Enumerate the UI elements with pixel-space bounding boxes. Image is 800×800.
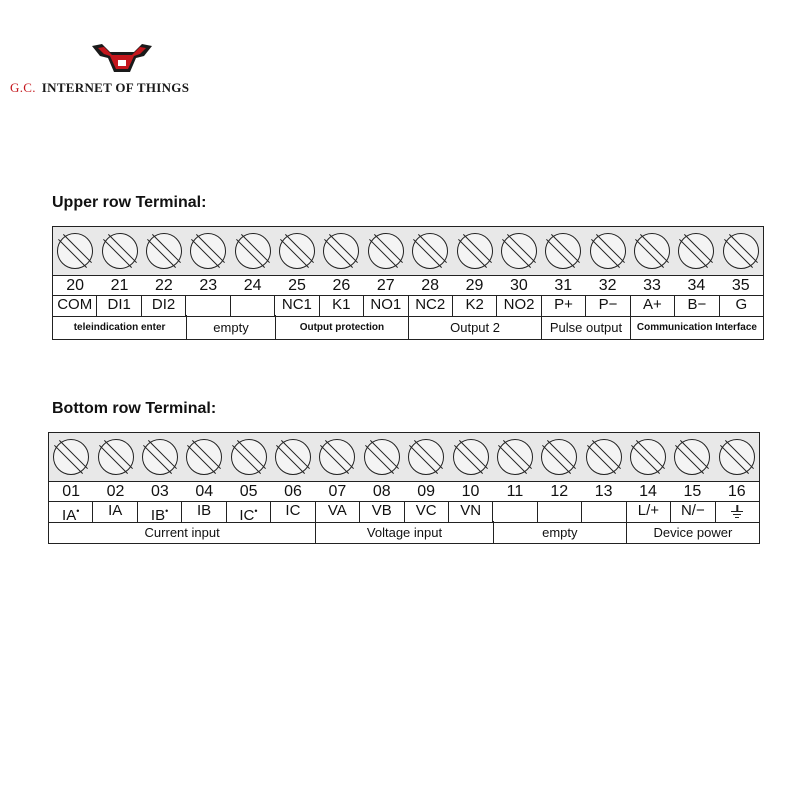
terminal-label [537, 502, 581, 522]
terminal-number: 34 [687, 277, 706, 294]
terminal-cell [227, 433, 271, 481]
terminal-number: 22 [155, 277, 173, 294]
screw-terminal-icon [457, 233, 493, 269]
terminal-number: 02 [106, 483, 125, 500]
terminal-number: 24 [243, 277, 262, 294]
screw-terminal-icon [368, 233, 404, 269]
screw-terminal-icon [190, 233, 226, 269]
upper-terminal-labels [53, 295, 763, 317]
terminal-cell [493, 433, 537, 481]
terminal-number: 35 [731, 277, 750, 294]
terminal-label: VB [359, 502, 403, 522]
terminal-label: IB [181, 502, 225, 522]
terminal-cell [271, 433, 315, 481]
upper-terminal-groups [53, 315, 763, 339]
terminal-label: IC• [226, 502, 270, 522]
terminal-number: 21 [110, 277, 129, 294]
terminal-number: 26 [332, 277, 351, 294]
screw-terminal-icon [719, 439, 755, 475]
screw-terminal-icon [319, 439, 355, 475]
terminal-label: IA• [62, 506, 80, 522]
bottom-screw-strip [49, 433, 759, 482]
screw-terminal-icon [98, 439, 134, 475]
terminal-cell [138, 433, 182, 481]
terminal-group-label: Pulse output [541, 315, 630, 339]
upper-terminal-numbers [53, 277, 763, 295]
terminal-label [581, 502, 625, 522]
terminal-number: 15 [683, 483, 702, 500]
terminal-group-label: Current input [144, 524, 220, 540]
terminal-label: VC [404, 502, 448, 522]
terminal-cell [670, 433, 714, 481]
terminal-cell [142, 227, 186, 275]
terminal-number: 07 [328, 483, 347, 500]
terminal-label: NO2 [496, 296, 540, 316]
terminal-number: 31 [554, 277, 573, 294]
terminal-number: 27 [376, 277, 395, 294]
terminal-label: NC2 [408, 296, 452, 316]
terminal-label: IB• [137, 502, 181, 522]
screw-terminal-icon [586, 439, 622, 475]
terminal-label: IC [270, 502, 314, 522]
screw-terminal-icon [279, 233, 315, 269]
terminal-label: P+ [541, 296, 585, 316]
terminal-label: DI1 [96, 296, 140, 316]
screw-terminal-icon [630, 439, 666, 475]
screw-terminal-icon [723, 233, 759, 269]
screw-terminal-icon [275, 439, 311, 475]
terminal-label: DI2 [141, 296, 185, 316]
screw-terminal-icon [501, 233, 537, 269]
screw-terminal-icon [323, 233, 359, 269]
terminal-label [492, 502, 536, 522]
upper-screw-strip [53, 227, 763, 276]
brand-text [10, 80, 189, 96]
bottom-terminal-groups [49, 521, 759, 543]
terminal-number: 09 [417, 483, 436, 500]
terminal-number: 30 [510, 277, 528, 294]
terminal-cell [49, 433, 93, 481]
terminal-cell [97, 227, 141, 275]
terminal-label: VA [315, 502, 359, 522]
screw-terminal-icon [408, 439, 444, 475]
terminal-number: 29 [465, 277, 484, 294]
screw-terminal-icon [186, 439, 222, 475]
screw-terminal-icon [53, 439, 89, 475]
screw-terminal-icon [146, 233, 182, 269]
terminal-number: 01 [62, 483, 81, 500]
brand-logo [10, 42, 230, 98]
terminal-group-label: Output protection [275, 315, 408, 339]
terminal-label: VN [448, 502, 492, 522]
terminal-label: G [719, 296, 763, 316]
terminal-label: K2 [452, 296, 496, 316]
terminal-number: 32 [598, 277, 617, 294]
terminal-number: 25 [288, 277, 306, 294]
terminal-cell [497, 227, 541, 275]
terminal-cell [93, 433, 137, 481]
terminal-label [230, 296, 274, 316]
screw-terminal-icon [142, 439, 178, 475]
screw-terminal-icon [590, 233, 626, 269]
screw-terminal-icon [541, 439, 577, 475]
terminal-cell [275, 227, 319, 275]
brand-name: INTERNET OF THINGS [41, 80, 190, 95]
terminal-cell [53, 227, 97, 275]
terminal-label: P− [585, 296, 629, 316]
terminal-cell [319, 227, 363, 275]
terminal-number: 12 [550, 483, 569, 500]
terminal-cell [715, 433, 759, 481]
screw-terminal-icon [678, 233, 714, 269]
terminal-number: 33 [643, 277, 661, 294]
screw-terminal-icon [545, 233, 581, 269]
terminal-cell [719, 227, 763, 275]
terminal-cell [360, 433, 404, 481]
screw-terminal-icon [364, 439, 400, 475]
bottom-terminal-numbers [49, 483, 759, 501]
screw-terminal-icon [231, 439, 267, 475]
terminal-number: 13 [594, 483, 613, 500]
terminal-label: NC1 [274, 296, 318, 316]
terminal-label: NO1 [363, 296, 407, 316]
terminal-number: 11 [506, 483, 524, 500]
terminal-cell [364, 227, 408, 275]
terminal-cell [448, 433, 492, 481]
terminal-cell [452, 227, 496, 275]
terminal-cell [537, 433, 581, 481]
screw-terminal-icon [497, 439, 533, 475]
terminal-group-label: teleindication enter [73, 321, 166, 333]
terminal-group-label: empty [493, 521, 626, 543]
terminal-number: 04 [195, 483, 214, 500]
terminal-group-label: Voltage input [315, 521, 493, 543]
bottom-row-title: Bottom row Terminal: [52, 400, 217, 417]
screw-terminal-icon [674, 439, 710, 475]
bottom-terminal-block [48, 432, 760, 544]
screw-terminal-icon [412, 233, 448, 269]
terminal-number: 16 [727, 483, 746, 500]
terminal-cell [541, 227, 585, 275]
terminal-label [185, 296, 229, 316]
terminal-cell [182, 433, 226, 481]
terminal-cell [186, 227, 230, 275]
terminal-cell [630, 227, 674, 275]
terminal-number: 14 [639, 483, 657, 500]
terminal-cell [408, 227, 452, 275]
screw-terminal-icon [634, 233, 670, 269]
terminal-number: 10 [461, 483, 480, 500]
screw-terminal-icon [57, 233, 93, 269]
terminal-cell [404, 433, 448, 481]
terminal-group-label: Output 2 [408, 315, 541, 339]
terminal-number: 20 [66, 277, 85, 294]
bull-head-logo-icon [90, 42, 154, 76]
terminal-label: N/− [670, 502, 714, 522]
terminal-label: A+ [630, 296, 674, 316]
terminal-label: B− [674, 296, 718, 316]
terminal-cell [582, 433, 626, 481]
upper-terminal-block [52, 226, 764, 340]
terminal-cell [231, 227, 275, 275]
screw-terminal-icon [235, 233, 271, 269]
screw-terminal-icon [102, 233, 138, 269]
upper-row-title: Upper row Terminal: [52, 194, 207, 211]
screw-terminal-icon [453, 439, 489, 475]
terminal-cell [626, 433, 670, 481]
terminal-label: L/+ [626, 502, 670, 522]
terminal-number: 08 [372, 483, 391, 500]
terminal-label: K1 [319, 296, 363, 316]
terminal-group-label: empty [186, 315, 275, 339]
bottom-terminal-labels [49, 501, 759, 523]
terminal-label: IA [92, 502, 136, 522]
terminal-group-label: Communication Interface [630, 315, 763, 339]
terminal-number: 28 [421, 277, 440, 294]
terminal-number: 03 [151, 483, 169, 500]
terminal-cell [586, 227, 630, 275]
terminal-cell [315, 433, 359, 481]
terminal-group-label: Device power [626, 521, 759, 543]
terminal-label: COM [57, 296, 93, 313]
terminal-number: 05 [239, 483, 258, 500]
ground-icon [715, 502, 759, 522]
brand-gc: G.C. [10, 80, 36, 95]
terminal-number: 23 [199, 277, 218, 294]
terminal-number: 06 [284, 483, 302, 500]
terminal-cell [674, 227, 718, 275]
